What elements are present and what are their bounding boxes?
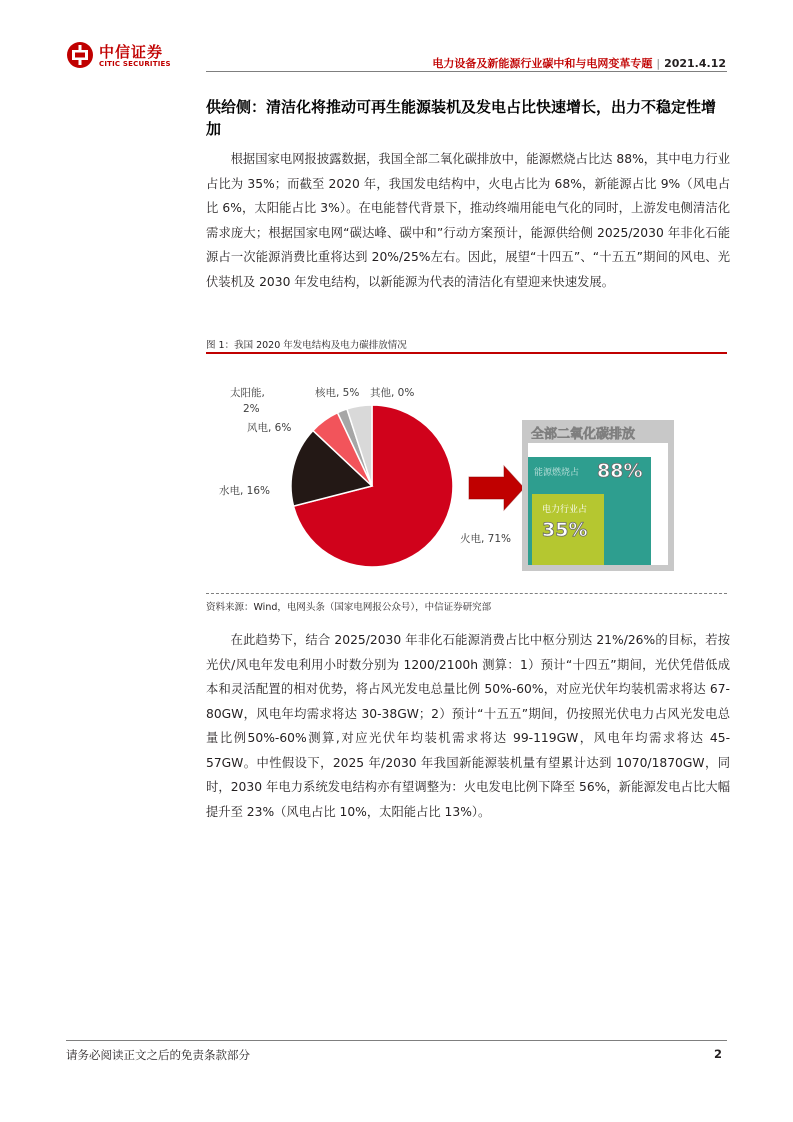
power-industry-value: 35%: [542, 519, 588, 541]
citic-logo: [66, 41, 186, 73]
power-industry-label: 电力行业占: [542, 505, 588, 515]
logo-english-name: CITIC SECURITIES: [99, 60, 171, 68]
citic-logo-icon: [66, 41, 94, 69]
energy-combustion-value: 88%: [597, 460, 643, 482]
figure-title: 图 1：我国 2020 年发电结构及电力碳排放情况: [206, 340, 407, 351]
figure-source: 资料来源：Wind，电网头条（国家电网报公众号），中信证券研究部: [206, 602, 492, 613]
figure-svg: [206, 356, 730, 592]
total-emissions-label: 全部二氧化碳排放: [531, 427, 636, 442]
report-date: 2021.4.12: [664, 57, 726, 70]
label-hydro: 水电, 16%: [219, 485, 271, 497]
label-other: 其他, 0%: [370, 387, 415, 399]
arrow-icon: [469, 466, 524, 510]
paragraph-2: 在此趋势下，结合 2025/2030 年非化石能源消费占比中枢分别达 21%/26%的目标，若按光伏/风电年发电利用小时数分别为 1200/2100h 测算：1）预计“十四五”期间，光伏凭借低成本和灵活配置的相对优势，将占风光发电总量比例 50%-60%，对应光伏年均装机需求将达 67-80GW，风电年均需求将达 30-38GW；2）预计“十五五”期间，仍按照光伏电力占风光发电总量比例50%-60%测算,对应光伏年均装机需求将达 99-119GW，风电年均需求将达 45-57GW。中性假设下，2025 年/2030 年我国新能源装机量有望累计达到 1070/1870GW，同时，2030 年电力系统发电结构亦有望调整为：火电发电比例下降至 56%，新能源发电占比大幅提升至 23%（风电占比 10%，太阳能占比 13%）。: [206, 633, 730, 819]
footer-disclaimer: 请务必阅读正文之后的免责条款部分: [66, 1048, 250, 1062]
label-thermal: 火电, 71%: [460, 533, 512, 545]
figure-chart-area: [206, 356, 730, 592]
label-solar-line2: 2%: [243, 403, 260, 415]
paragraph-1: 根据国家电网报披露数据，我国全部二氧化碳排放中，能源燃烧占比达 88%，其中电力行业占比为 35%；而截至 2020 年，我国发电结构中，火电占比为 68%，新能源占比 9%（风电占比 6%，太阳能占比 3%）。在电能替代背景下，推动终端用能电气化的同时，上游发电侧清洁化需求庞大；根据国家电网“碳达峰、碳中和”行动方案预计，能源供给侧 2025/2030 年非化石能源占一次能源消费比重将达到 20%/25%左右。因此，展望“十四五”、“十五五”期间的风电、光伏装机及 2030 年发电结构，以新能源为代表的清洁化有望迎来快速发展。: [206, 152, 730, 289]
footer-divider: [66, 1040, 727, 1041]
label-wind: 风电, 6%: [247, 422, 292, 434]
figure-title-rule: [206, 352, 727, 354]
header-divider: [206, 71, 727, 72]
emission-infographic: [522, 420, 674, 571]
header-report-info: 电力设备及新能源行业碳中和与电网变革专题 | 2021.4.12: [432, 57, 726, 70]
label-solar-line1: 太阳能,: [230, 387, 265, 399]
page-number: 2: [714, 1047, 723, 1061]
section-heading: 供给侧：清洁化将推动可再生能源装机及发电占比快速增长，出力不稳定性增加: [206, 98, 717, 138]
source-divider: [206, 593, 727, 594]
label-nuclear: 核电, 5%: [315, 387, 360, 399]
logo-chinese-name: 中信证券: [99, 43, 164, 61]
pie-chart: [291, 405, 453, 567]
energy-combustion-label: 能源燃烧占: [534, 468, 580, 478]
report-title: 电力设备及新能源行业碳中和与电网变革专题: [432, 57, 653, 70]
